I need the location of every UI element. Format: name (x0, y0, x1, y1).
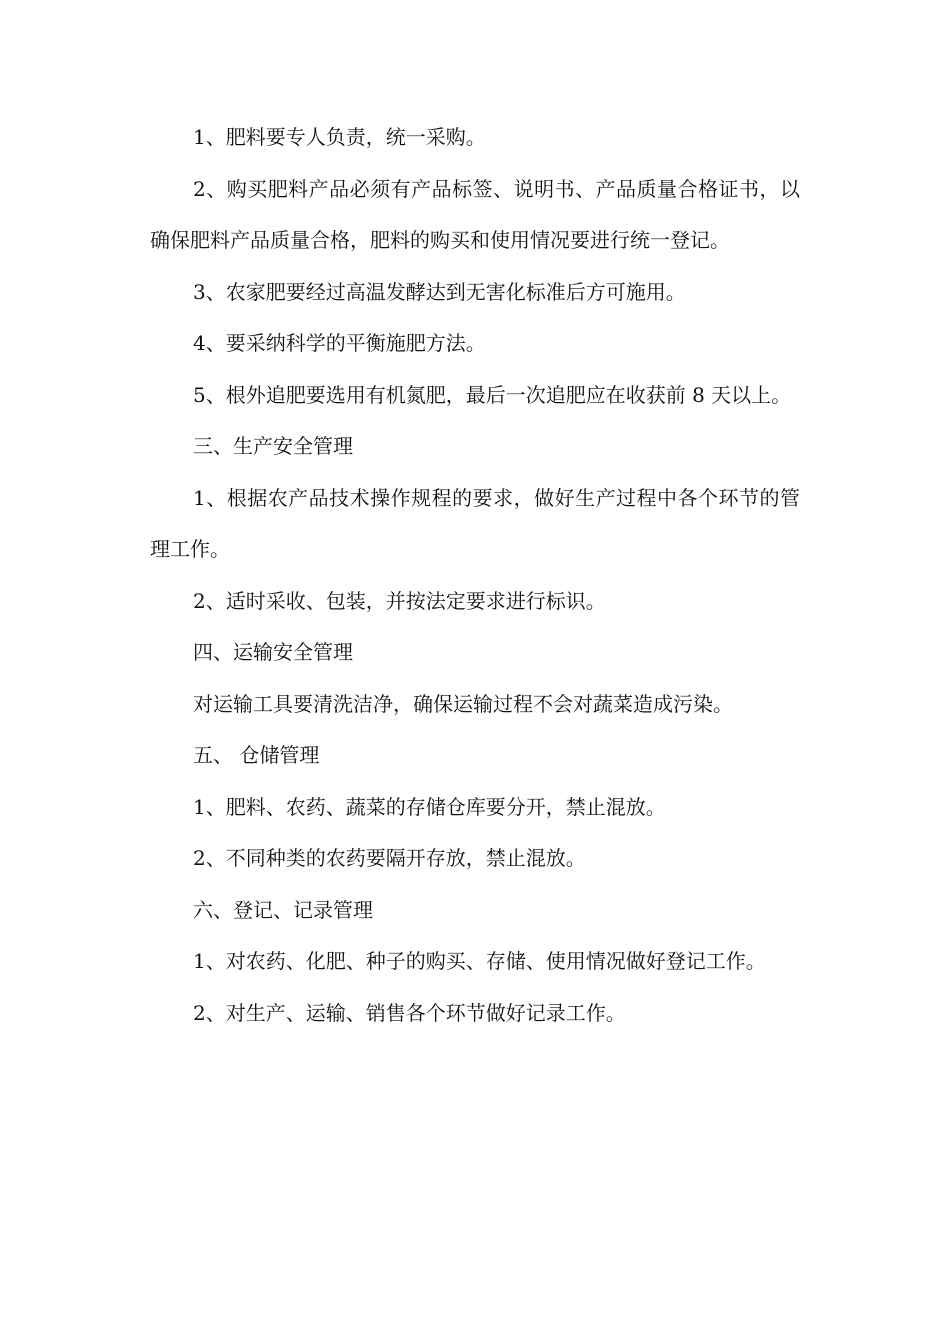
document-body (150, 112, 800, 1039)
section-heading-records: 六、登记、记录管理 (193, 897, 373, 922)
paragraph-manure-fermentation: 3、农家肥要经过高温发酵达到无害化标准后方可施用。 (193, 279, 686, 304)
section-heading-transport-safety: 四、运输安全管理 (193, 640, 353, 664)
paragraph-balanced-fertilization: 4、要采纳科学的平衡施肥方法。 (193, 331, 486, 355)
section-heading-storage: 五、 仓储管理 (193, 743, 320, 767)
paragraph-harvest-packaging: 2、适时采收、包装，并按法定要求进行标识。 (193, 588, 606, 613)
paragraph-separate-storage: 1、肥料、农药、蔬菜的存储仓库要分开，禁止混放。 (193, 794, 666, 819)
paragraph-foliar-fertilizer: 5、根外追肥要选用有机氮肥，最后一次追肥应在收获前 8 天以上。 (193, 382, 792, 407)
paragraph-fertilizer-labels: 2、购买肥料产品必须有产品标签、说明书、产品质量合格证书，以确保肥料产品质量合格，肥料的购买和使用情况要进行统一登记。 (150, 176, 800, 252)
paragraph-production-records: 2、对生产、运输、销售各个环节做好记录工作。 (193, 1000, 626, 1025)
paragraph-production-procedures: 1、根据农产品技术操作规程的要求，做好生产过程中各个环节的管理工作。 (150, 485, 800, 561)
paragraph-registration-records: 1、对农药、化肥、种子的购买、存储、使用情况做好登记工作。 (193, 949, 766, 973)
paragraph-pesticide-storage: 2、不同种类的农药要隔开存放，禁止混放。 (193, 846, 586, 870)
paragraph-transport-cleaning: 对运输工具要清洗洁净，确保运输过程不会对蔬菜造成污染。 (193, 691, 733, 716)
paragraph-fertilizer-purchase: 1、肥料要专人负责，统一采购。 (193, 125, 486, 149)
section-heading-production-safety: 三、生产安全管理 (193, 434, 353, 458)
